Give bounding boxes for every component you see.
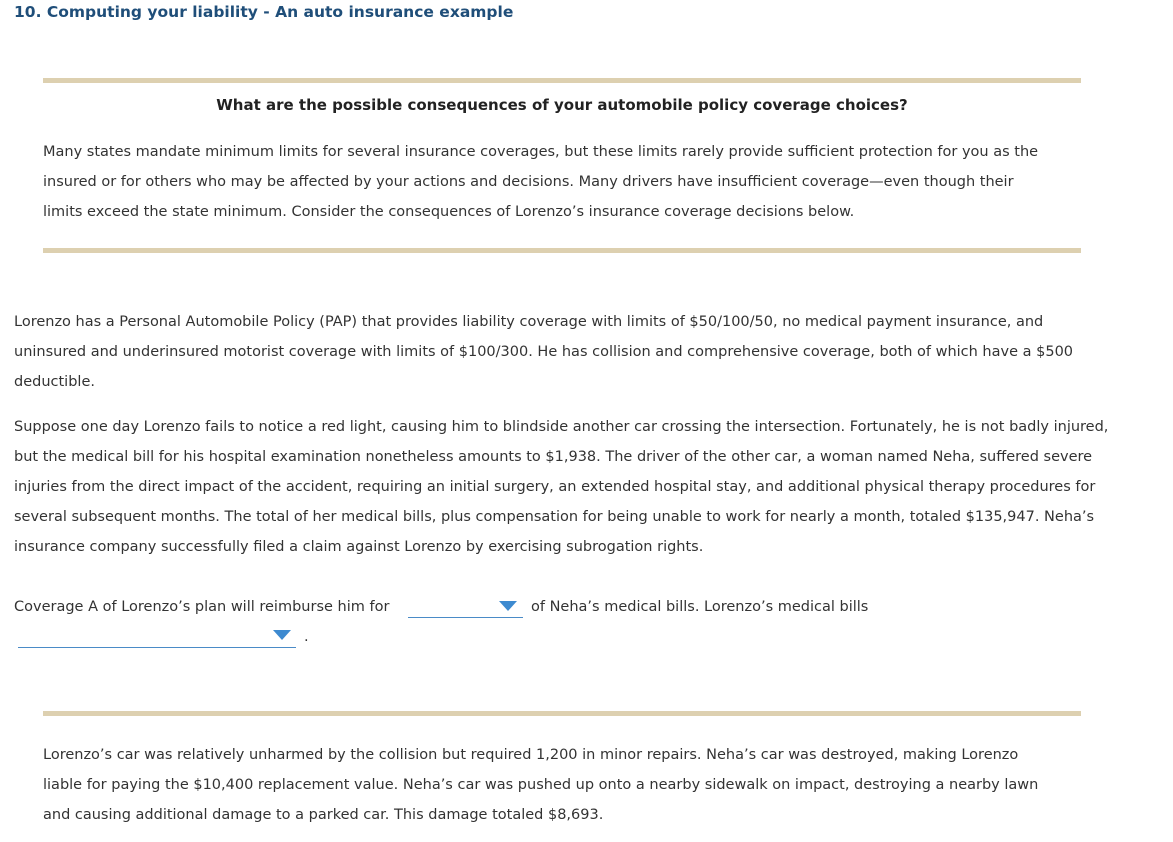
- damage-paragraph: [43, 740, 1038, 830]
- text-line: and causing additional damage to a parked car. This damage totaled $8,693.: [43, 807, 604, 823]
- question-text-end: .: [304, 629, 309, 645]
- text-line: injuries from the direct impact of the accident, requiring an initial surgery, an extended hospital stay, and additional physical therapy procedures for: [14, 479, 1096, 495]
- text-line: Lorenzo has a Personal Automobile Policy (PAP) that provides liability coverage with limits of $50/100/50, no medical payment insurance, and: [14, 314, 1044, 330]
- box2-top-divider: [43, 711, 1081, 716]
- text-line: uninsured and underinsured motorist coverage with limits of $100/300. He has collision and comprehensive coverage, both of which have a $500: [14, 344, 1074, 360]
- text-line: limits exceed the state minimum. Consider the consequences of Lorenzo’s insurance coverage decisions below.: [43, 204, 855, 220]
- policy-paragraph: [14, 307, 1073, 397]
- lorenzo-medical-bills-dropdown[interactable]: [18, 626, 296, 648]
- text-line: liable for paying the $10,400 replacement value. Neha’s car was pushed up onto a nearby sidewalk on impact, destroying a nearby lawn: [43, 777, 1039, 793]
- page-title: 10. Computing your liability - An auto insurance example: [14, 3, 514, 21]
- text-line: deductible.: [14, 374, 95, 390]
- box-bottom-divider: [43, 248, 1081, 253]
- chevron-down-icon: [499, 601, 517, 611]
- text-line: but the medical bill for his hospital examination nonetheless amounts to $1,938. The driver of the other car, a woman named Neha, suffered severe: [14, 449, 1093, 465]
- coverage-a-reimbursement-dropdown[interactable]: [408, 596, 523, 618]
- text-line: several subsequent months. The total of her medical bills, plus compensation for being unable to work for nearly a month, totaled $135,947. Neha’s: [14, 509, 1095, 525]
- text-line: Suppose one day Lorenzo fails to notice a red light, causing him to blindside another car crossing the intersection. Fortunately, he is not badly injured,: [14, 419, 1109, 435]
- question-text-before: Coverage A of Lorenzo’s plan will reimburse him for: [14, 599, 390, 615]
- box-heading: What are the possible consequences of your automobile policy coverage choices?: [216, 96, 908, 114]
- text-line: Lorenzo’s car was relatively unharmed by the collision but required 1,200 in minor repairs. Neha’s car was destroyed, making Lorenzo: [43, 747, 1019, 763]
- chevron-down-icon: [273, 630, 291, 640]
- intro-paragraph: [43, 137, 1038, 227]
- text-line: Many states mandate minimum limits for several insurance coverages, but these limits rarely provide sufficient protection for you as the: [43, 144, 1039, 160]
- accident-paragraph: [14, 412, 1108, 562]
- text-line: insurance company successfully filed a claim against Lorenzo by exercising subrogation rights.: [14, 539, 704, 555]
- text-line: insured or for others who may be affected by your actions and decisions. Many drivers have insufficient coverage—even though their: [43, 174, 1014, 190]
- box-top-divider: [43, 78, 1081, 83]
- question-text-middle: of Neha’s medical bills. Lorenzo’s medical bills: [531, 599, 869, 615]
